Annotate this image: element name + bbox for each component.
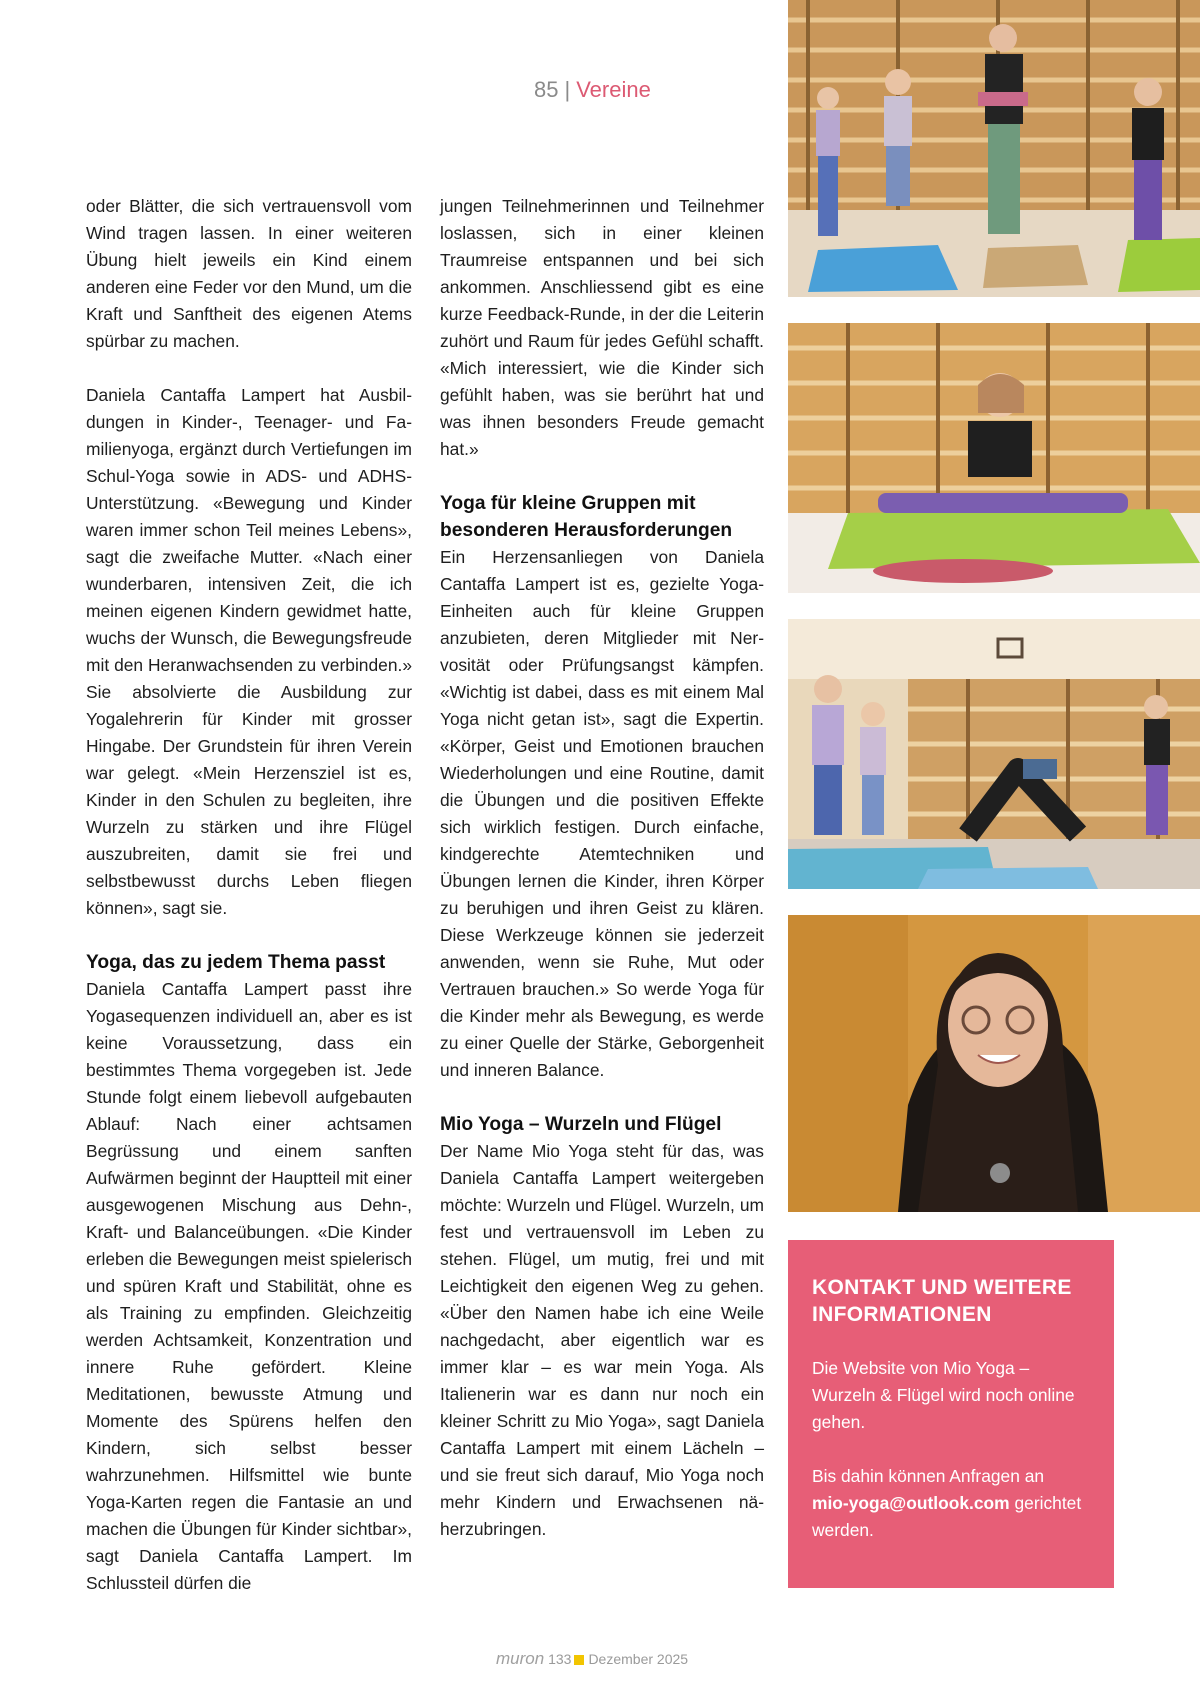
section-title: Vereine xyxy=(576,77,651,102)
paragraph: jungen Teilnehmerinnen und Teilnehmer loslassen, sich in einer kleinen Traumreise entspannen und bei sich ankommen. Anschliessend gibt es eine kurze Feedback-Runde, in der die Leiterin zuhört und Raum für jedes Gefühl schafft. «Mich interessiert, wie die Kinder sich gefühlt haben, was sie berührt hat und was ihnen besonders Freude gemacht hat.» xyxy=(440,196,764,459)
paragraph: Daniela Cantaffa Lampert passt ihre Yogasequenzen individuell an, aber es ist keine Voraussetzung, dass ein bestimmtes Thema vorgegeben ist. Jede Stunde folgt einem liebevoll aufgebauten Ablauf: Nach einer achtsamen Begrüssung und einem sanften Aufwärmen beginnt der Hauptteil mit einer ausgewogenen Mischung aus Dehn-, Kraft- und Balanceübungen. «Die Kinder erleben die Bewegungen meist spielerisch und spüren Kraft und Stabilität, ohne es als Training zu empfinden. Gleichzeitig werden Achtsamkeit, Konzentration und innere Ruhe gefördert. Kleine Meditationen, bewusste Atmung und Momente des Spürens helfen den Kindern, sich selbst besser wahrzunehmen. Hilfsmittel wie bunte Yoga-Karten regen die Fantasie an und machen die Übungen für Kinder sichtbar», sagt Daniela Cantaffa Lampert. Im Schlussteil dürfen die xyxy=(86,979,412,1593)
footer-square-icon xyxy=(574,1655,584,1665)
photo-downward-dog xyxy=(788,619,1200,889)
paragraph: Ein Herzensanliegen von Daniela Cantaffa Lampert ist es, gezielte Yoga-Einheiten auch für kleine Gruppen anzubieten, deren Mitglieder mit Nervosität oder Prüfungsangst kämpfen. «Wichtig ist dabei, dass es mit einem Mal Yoga nicht getan ist», sagt die Expertin. «Körper, Geist und Emotionen brauchen Wiederholungen und eine Routine, damit die Übungen und die positiven Effekte sich wirklich festigen. Durch einfache, kindgerechte Atemtechniken und Übungen lernen die Kinder, ihren Körper zu beruhigen und ihren Geist zu klären. Diese Werkzeuge können sie jederzeit anwenden, wenn sie Ruhe, Mut oder Vertrauen brauchen.» So werde Yoga für die Kinder mehr als Bewegung, es werde zu einer Quelle der Stärke, Geborgenheit und inneren Balance. xyxy=(440,547,764,1080)
text-column-middle xyxy=(440,193,764,1543)
paragraph: Der Name Mio Yoga steht für das, was Daniela Cantaffa Lampert weitergeben möchte: Wurzeln und Flügel. Wurzeln, um fest und vertrauensvoll im Leben zu stehen. Flügel, um mutig, frei und mit Leichtigkeit den eigenen Weg zu gehen. «Über den Namen habe ich eine Weile nachgedacht, aber eigentlich war es immer klar – es war mein Yoga. Als Italienerin war es dann nur noch ein kleiner Schritt zu Mio Yoga», sagt Daniela Cantaffa Lampert mit einem Lächeln – und sie freut sich darauf, Mio Yoga noch mehr Kindern und Erwachsenen näherzubringen. xyxy=(440,1141,764,1539)
contact-prefix: Bis dahin können Anfragen an xyxy=(812,1466,1045,1486)
header-separator: | xyxy=(564,77,571,102)
contact-info-box xyxy=(788,1240,1114,1588)
magazine-name: muron xyxy=(496,1649,545,1668)
section-heading: Yoga für kleine Gruppen mit besonderen Herausforderungen xyxy=(440,493,733,541)
contact-title: KONTAKT UND WEITERE INFORMATIONEN xyxy=(812,1276,1072,1326)
photo-gym-group xyxy=(788,0,1200,297)
issue-date: Dezember 2025 xyxy=(588,1651,689,1667)
contact-email-link[interactable]: mio-yoga@outlook.com xyxy=(812,1493,1010,1513)
photo-girl-splits xyxy=(788,323,1200,593)
page-footer xyxy=(496,1650,688,1668)
page-header xyxy=(534,76,651,104)
section-heading: Yoga, das zu jedem Thema passt xyxy=(86,952,386,973)
issue-number: 133 xyxy=(548,1651,572,1667)
paragraph: oder Blätter, die sich vertrauensvoll vom Wind tragen lassen. In einer weiteren Übung hielt jeweils ein Kind einem anderen eine Feder vor den Mund, um die Kraft und Sanftheit des eigenen Atems spürbar zu machen. xyxy=(86,196,412,351)
photo-portrait xyxy=(788,915,1200,1212)
page-number: 85 xyxy=(534,77,559,102)
contact-text-email xyxy=(812,1463,1092,1544)
contact-suffix: gerichtet werden. xyxy=(812,1493,1082,1540)
paragraph: Daniela Cantaffa Lampert hat Ausbildungen in Kinder-, Teenager- und Familienyoga, ergänzt durch Vertiefungen im Schul-Yoga sowie in ADS- und ADHS-Unterstützung. «Bewegung und Kinder waren immer schon Teil meines Lebens», sagt die zweifache Mutter. «Nach einer wunderbaren, intensiven Zeit, die ich meinen eigenen Kindern gewidmet hatte, wuchs der Wunsch, die Bewegungsfreude mit den Heranwachsenden zu verbinden.» Sie absolvierte die Ausbildung zur Yogalehrerin für Kinder mit grosser Hingabe. Der Grundstein für ihren Verein war gelegt. «Mein Herzensziel ist es, Kinder in den Schulen zu begleiten, ihre Wurzeln zu stärken und ihre Flügel auszubreiten, damit sie frei und selbstbewusst durchs Leben fliegen können», sagt sie. xyxy=(86,385,412,918)
text-column-left xyxy=(86,193,412,1597)
section-heading: Mio Yoga – Wurzeln und Flügel xyxy=(440,1114,722,1135)
contact-text: Die Website von Mio Yoga – Wurzeln & Flügel wird noch online gehen. xyxy=(812,1358,1075,1432)
